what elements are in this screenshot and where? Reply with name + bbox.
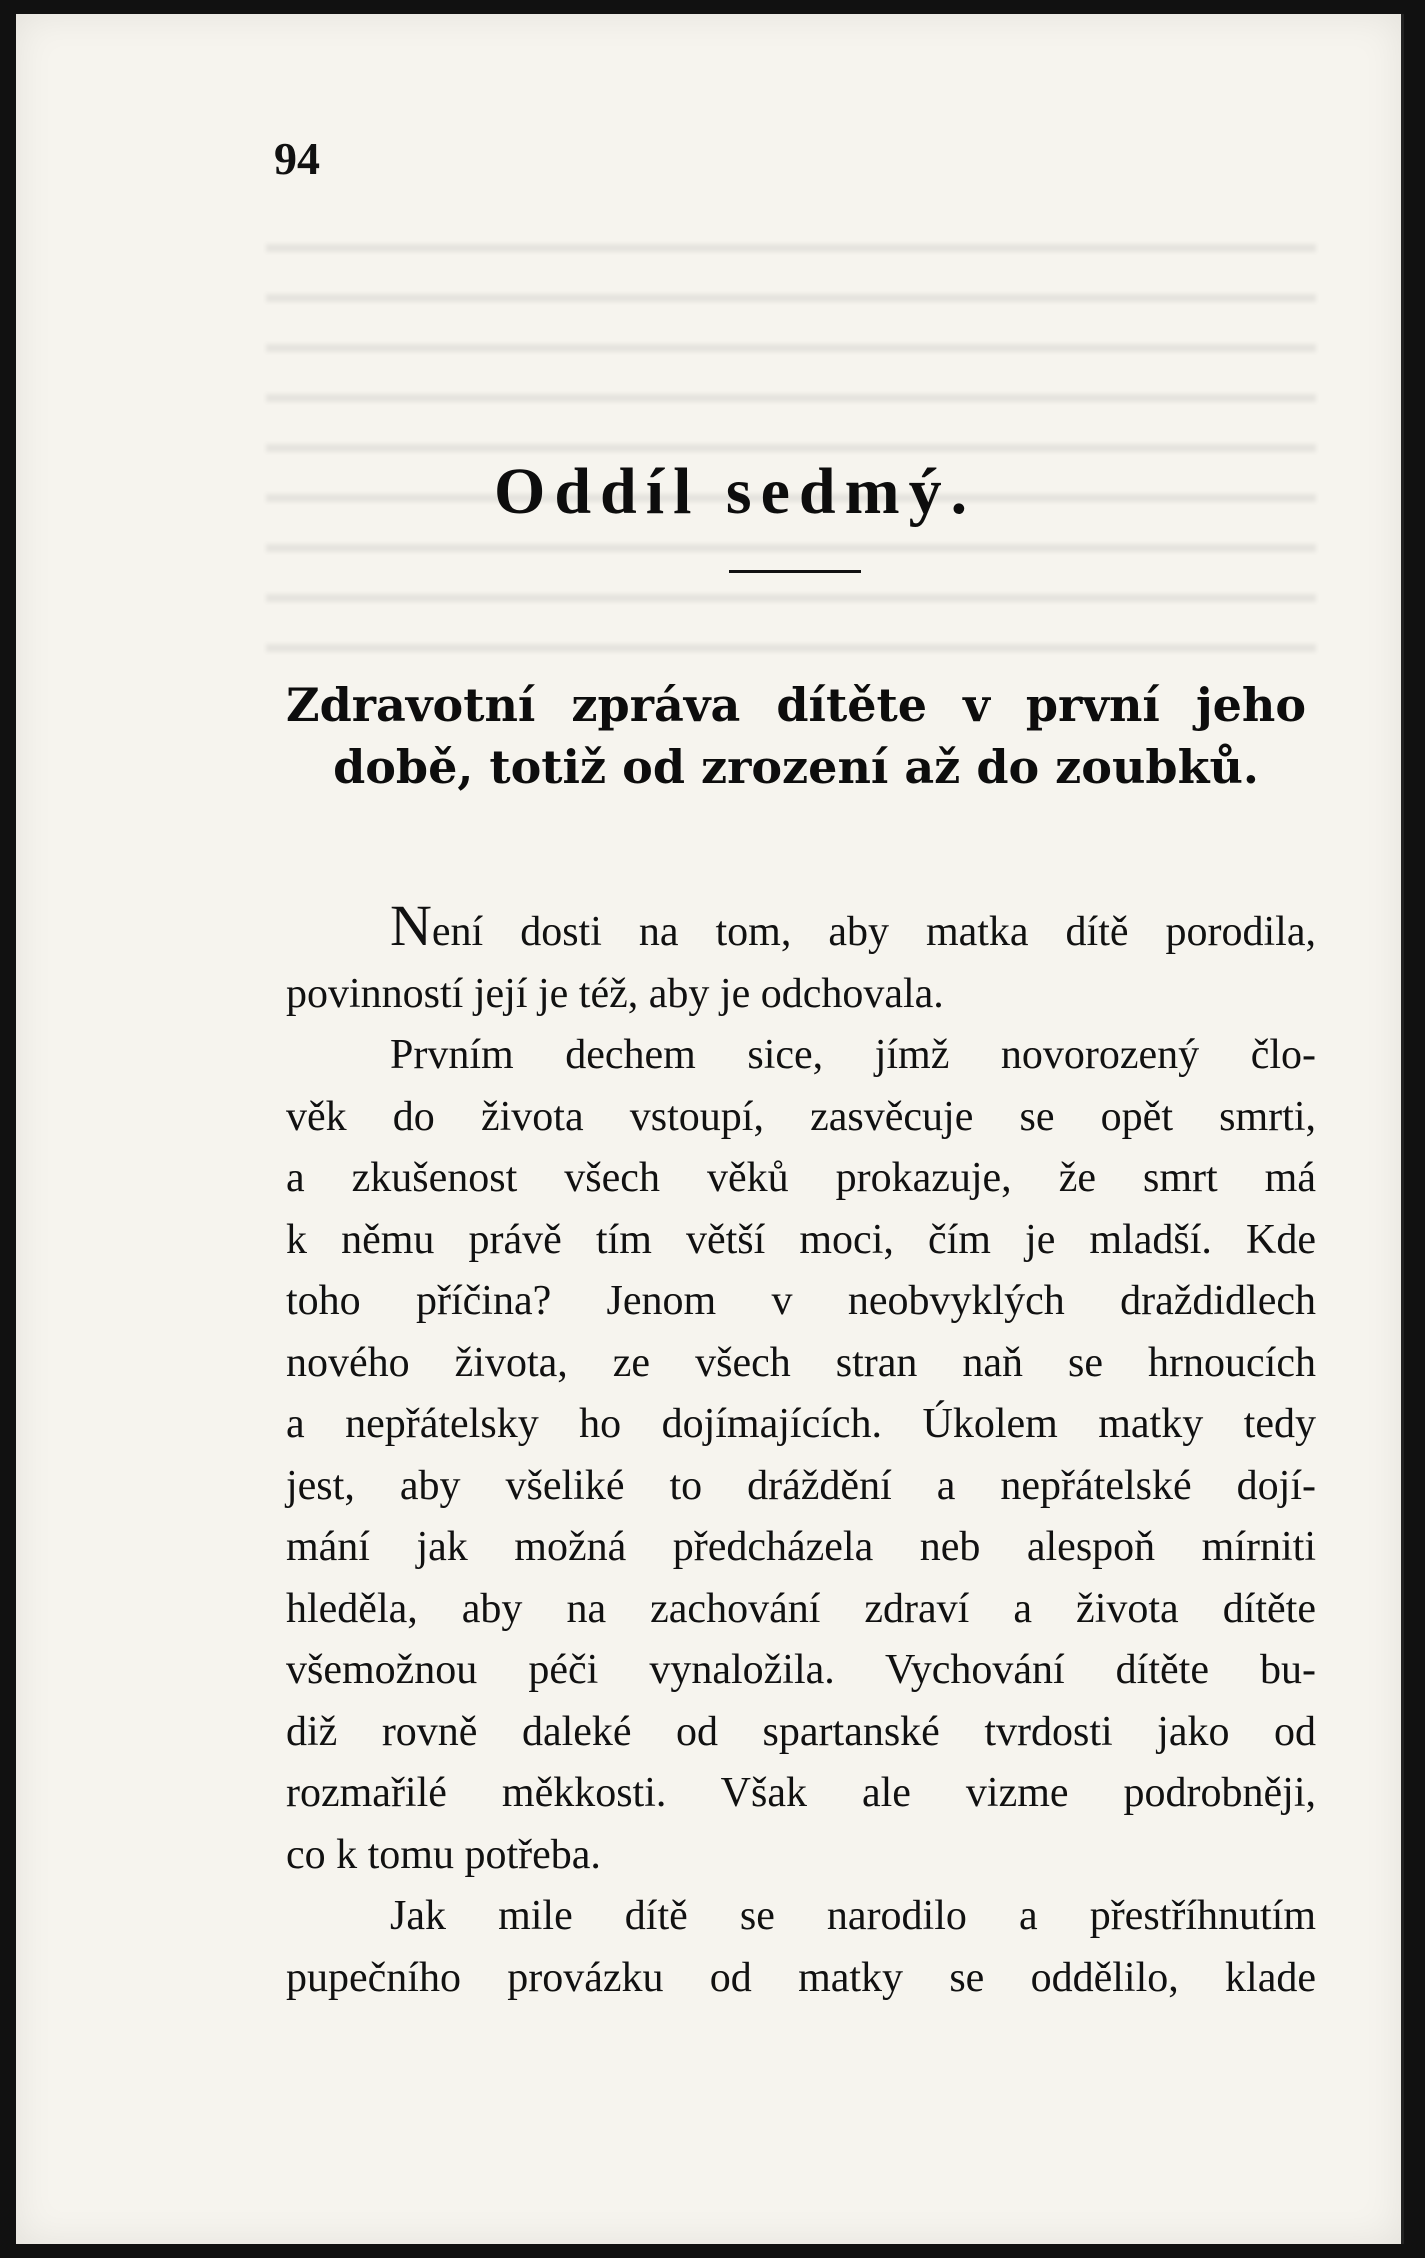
text-line: nového života, ze všech stran naň se hrnoucích: [286, 1339, 1316, 1386]
text-line: rozmařilé měkkosti. Však ale vizme podrobněji,: [286, 1770, 1316, 1816]
text-line: pupečního provázku od matky se oddělilo, klade: [286, 1954, 1316, 2001]
text-line: mání jak možná předcházela neb alespoň mírniti: [286, 1524, 1316, 1570]
text-line: Jak mile dítě se narodilo a přestříhnutím: [390, 1893, 1316, 1939]
text-line: hleděla, aby na zachování zdraví a života dítěte: [286, 1585, 1316, 1632]
drop-cap: N: [390, 893, 432, 958]
text-line: a zkušenost všech věků prokazuje, že smrt má: [286, 1155, 1316, 1201]
text-line: k němu právě tím větší moci, čím je mladší. Kde: [286, 1216, 1316, 1263]
chapter-subtitle: Zdravotní zpráva dítěte v první jeho době, totiž od zrození až do zoubků.: [286, 678, 1306, 794]
section-title: Oddíl sedmý.: [494, 455, 977, 528]
text-line: jest, aby všeliké to dráždění a nepřátelské dojí-: [286, 1462, 1316, 1509]
page-number: 94: [274, 133, 320, 184]
text-line: diž rovně daleké od spartanské tvrdosti jako od: [286, 1708, 1316, 1755]
body-text: [286, 893, 1316, 2009]
text-line: věk do života vstoupí, zasvěcuje se opět smrti,: [286, 1093, 1316, 1140]
text-line: povinností její je též, aby je odchovala.: [286, 970, 944, 1017]
text-line: Prvním dechem sice, jímž novorozený člo-: [390, 1032, 1316, 1078]
text-line: všemožnou péči vynaložila. Vychování dítěte bu-: [286, 1647, 1316, 1693]
title-rule: [729, 570, 861, 573]
text-line: toho příčina? Jenom v neobvyklých draždidlech: [286, 1278, 1316, 1324]
text-line-content: ení dosti na tom, aby matka dítě porodila,: [431, 909, 1316, 955]
book-page: [16, 14, 1404, 2244]
text-line: [286, 893, 1316, 964]
text-line: a nepřátelsky ho dojímajících. Úkolem matky tedy: [286, 1401, 1316, 1447]
text-line: co k tomu potřeba.: [286, 1831, 601, 1878]
